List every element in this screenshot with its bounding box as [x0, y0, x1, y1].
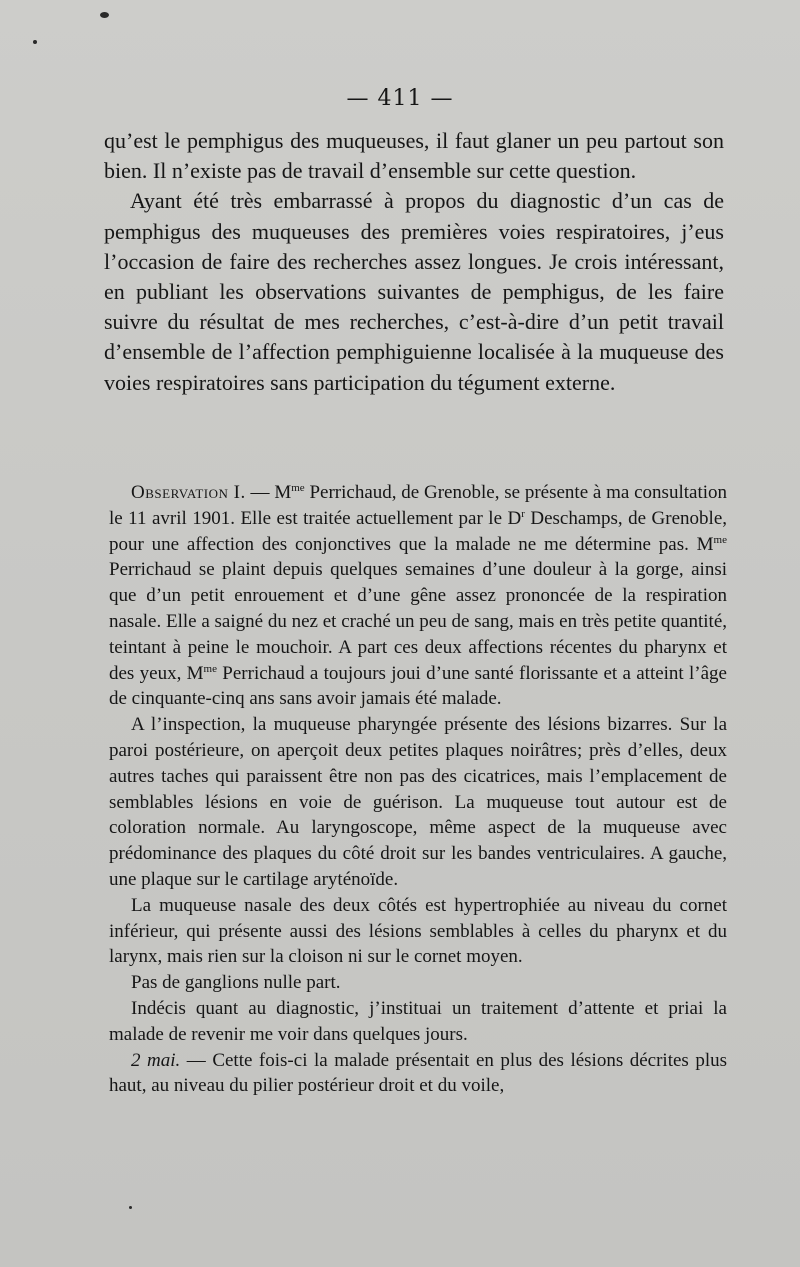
observation-paragraph-6: 2 mai. — Cette fois-ci la malade présentait en plus des lésions décrites plus haut, au niveau du pilier postérieur droit et du voile, [109, 1049, 728, 1097]
observation-paragraph-1: Observation I. — $M^{me}$ Perrichaud, de Grenoble, se présente à ma consultation le 11 avril 1901. Elle est traitée actuellement par le $D^r$ Deschamps, de Grenoble, pour une affection des conjonctives que la malade ne me détermine pas. $M^{me}$ Perrichaud se plaint depuis quelques semaines d’une douleur à la gorge, ainsi que d’un petit enrouement et d’une gêne assez prononcée de la respiration nasale. Elle a saigné du nez et craché un peu de sang, mais en très petite quantité, teintant à peine le mouchoir. A part ces deux affections récentes du pharynx et des yeux, $M^{me}$ Perrichaud a toujours joui d’une santé florissante et a atteint l’âge de cinquante-cinq ans sans avoir jamais été malade. [109, 482, 727, 710]
observation-date: 2 mai. [131, 1049, 181, 1071]
observation-section [109, 480, 727, 1099]
intro-text [104, 126, 724, 398]
ink-speck [100, 12, 109, 18]
page-number: — 411 — [346, 86, 454, 111]
observation-paragraph-3: La muqueuse nasale des deux côtés est hypertrophiée au niveau du cornet inférieur, qui présente aussi des lésions semblables à celles du pharynx et du larynx, mais rien sur la cloison ni sur le cornet moyen. [109, 894, 727, 968]
ink-dot [129, 1206, 132, 1209]
observation-paragraph-5: Indécis quant au diagnostic, j’instituai un traitement d’attente et priai la malade de revenir me voir dans quelques jours. [109, 997, 727, 1045]
intro-paragraph-continued: qu’est le pemphigus des muqueuses, il faut glaner un peu partout son bien. Il n’existe pas de travail d’ensemble sur cette question. [104, 128, 724, 184]
intro-paragraph: Ayant été très embarrassé à propos du diagnostic d’un cas de pemphigus des muqueuses des premières voies respiratoires, j’eus l’occasion de faire des recherches assez longues. Je crois intéressant, en publiant les observations suivantes de pemphigus, de les faire suivre du résultat de mes recherches, c’est-à-dire d’un petit travail d’ensemble de l’affection pemphiguienne localisée à la muqueuse des voies respiratoires sans participation du tégument externe. [104, 188, 724, 395]
observation-paragraph-2: A l’inspection, la muqueuse pharyngée présente des lésions bizarres. Sur la paroi postérieure, on aperçoit deux petites plaques noirâtres; près d’elles, deux autres taches qui paraissent être non pas des cicatrices, mais l’emplacement de semblables lésions en voie de guérison. La muqueuse tout autour est de coloration normale. Au laryngoscope, même aspect de la muqueuse avec prédominance des plaques du côté droit sur les bandes ventriculaires. A gauche, une plaque sur le cartilage aryténoïde. [109, 714, 727, 890]
ink-dot [33, 40, 37, 44]
observation-heading: Observation I. [131, 482, 246, 503]
observation-paragraph-4: Pas de ganglions nulle part. [131, 972, 341, 994]
